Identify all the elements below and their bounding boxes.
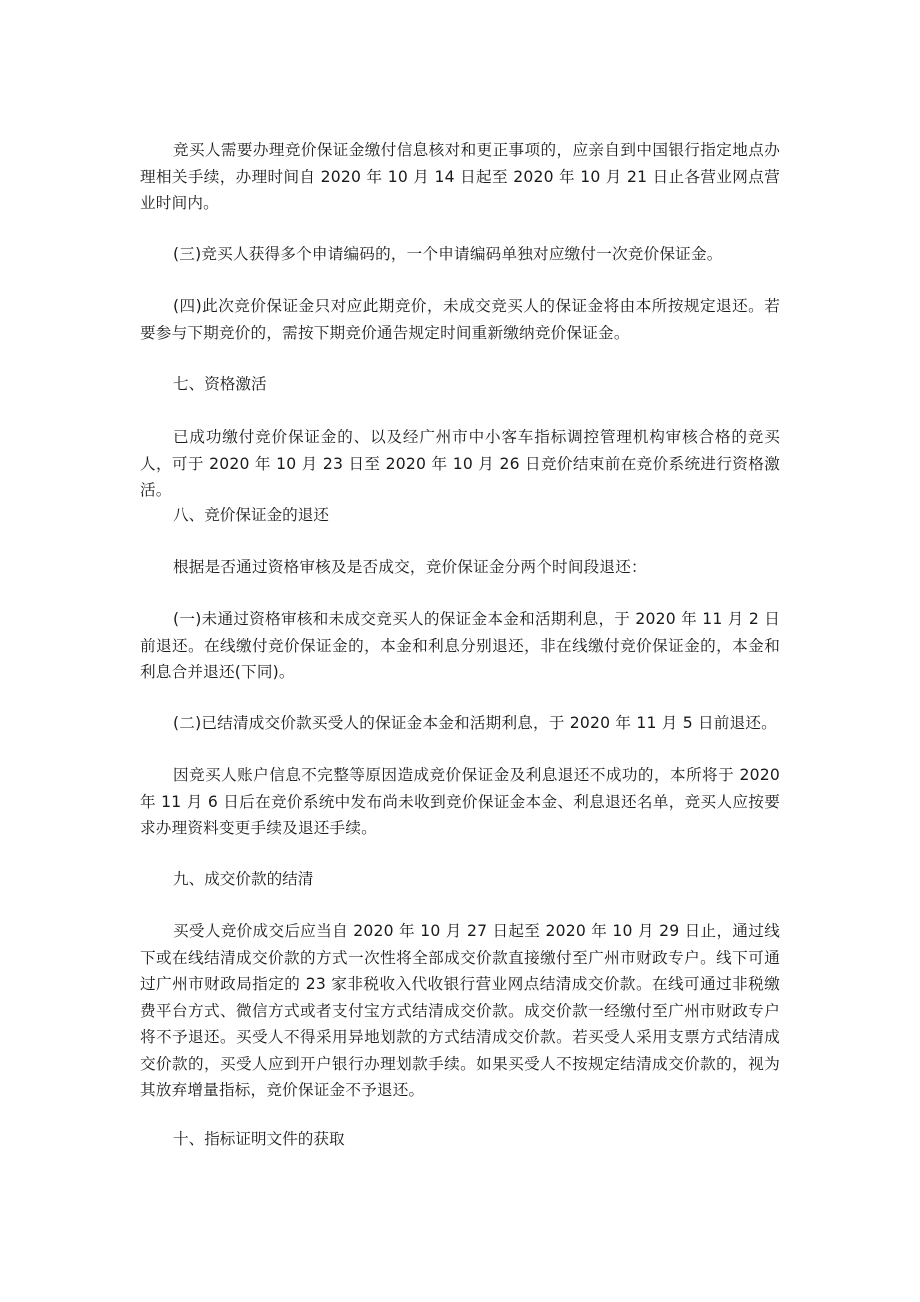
paragraph-item-3: (三)竞买人获得多个申请编码的，一个申请编码单独对应缴付一次竞价保证金。 — [173, 245, 723, 263]
paragraph-settlement: 买受人竞价成交后应当自 2020 年 10 月 27 日起至 2020 年 10 月 29 日止，通过线下或在线结清成交价款的方式一次性将全部成交价款直接缴付至广州市财政专户。线下可通过广州市财政局指定的 23 家非税收入代收银行营业网点结清成交价款。在线可通过非税缴费平台方式、微信方式或者支付宝方式结清成交价款。成交价款一经缴付至广州市财政专户将不予退还。买受人不得采用异地划款的方式结清成交价款。若买受人采用支票方式结清成交价款的，买受人应到开户银行办理划款手续。如果买受人不按规定结清成交价款的，视为其放弃增量指标，竞价保证金不予退还。 — [140, 922, 780, 1099]
paragraph-item-4: (四)此次竞价保证金只对应此期竞价，未成交竞买人的保证金将由本所按规定退还。若要参与下期竞价的，需按下期竞价通告规定时间重新缴纳竞价保证金。 — [140, 297, 780, 342]
section-heading-10: 十、指标证明文件的获取 — [173, 1130, 345, 1148]
paragraph-refund-1: (一)未通过资格审核和未成交竞买人的保证金本金和活期利息，于 2020 年 11 月 2 日前退还。在线缴付竞价保证金的，本金和利息分别退还，非在线缴付竞价保证金的，本金和利息合并退还(下同)。 — [140, 610, 780, 681]
paragraph-refund-2: (二)已结清成交价款买受人的保证金本金和活期利息，于 2020 年 11 月 5 日前退还。 — [173, 714, 777, 732]
paragraph-refund-failure: 因竞买人账户信息不完整等原因造成竞价保证金及利息退还不成功的，本所将于 2020 年 11 月 6 日后在竞价系统中发布尚未收到竞价保证金本金、利息退还名单，竞买人应按要求办理资料变更手续及退还手续。 — [140, 766, 780, 837]
paragraph-refund-intro: 根据是否通过资格审核及是否成交，竞价保证金分两个时间段退还： — [173, 558, 647, 576]
section-heading-9: 九、成交价款的结清 — [173, 870, 314, 888]
paragraph-activation: 已成功缴付竞价保证金的、以及经广州市中小客车指标调控管理机构审核合格的竞买人，可于 2020 年 10 月 23 日至 2020 年 10 月 26 日竞价结束前在竞价系统进行资格激活。 — [140, 428, 780, 499]
section-heading-8: 八、竞价保证金的退还 — [173, 506, 329, 524]
section-heading-7: 七、资格激活 — [173, 375, 267, 393]
paragraph-verification: 竞买人需要办理竞价保证金缴付信息核对和更正事项的，应亲自到中国银行指定地点办理相关手续，办理时间自 2020 年 10 月 14 日起至 2020 年 10 月 21 日止各营业网点营业时间内。 — [140, 141, 780, 212]
